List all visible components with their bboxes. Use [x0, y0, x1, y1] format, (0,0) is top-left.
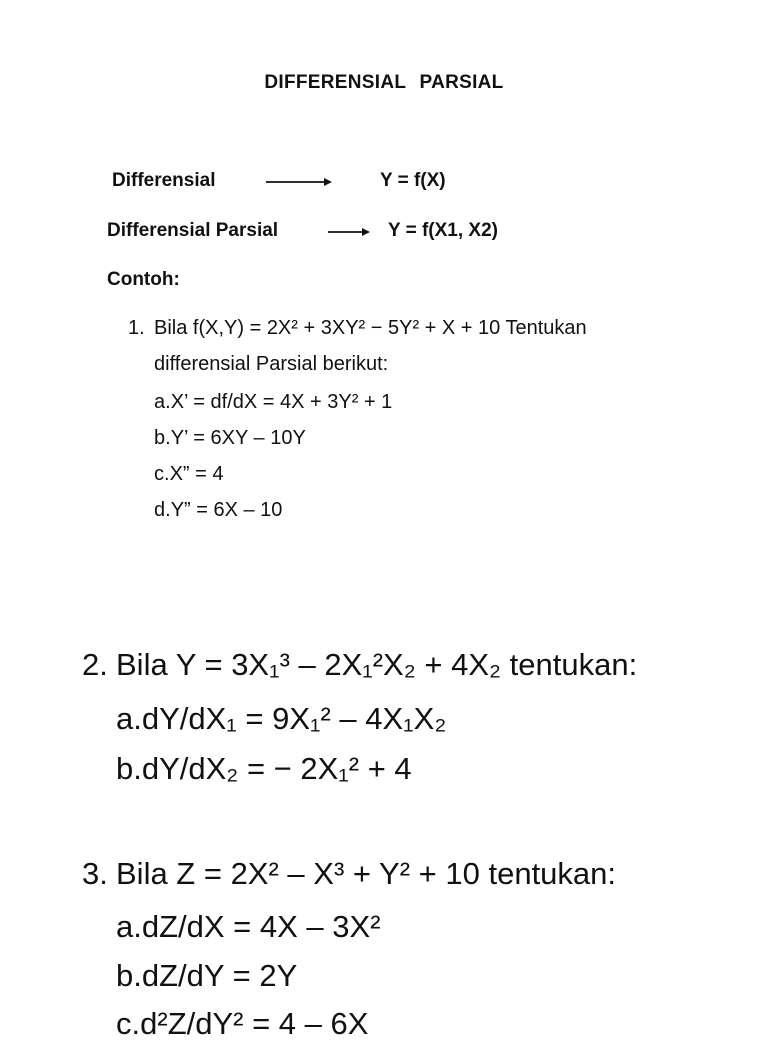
example-1-number: 1.: [128, 317, 145, 339]
definition-formula-differensial-parsial: Y = f(X1, X2): [388, 220, 499, 241]
example-2-statement: Bila Y = 3X₁³ – 2X₁²X₂ + 4X₂ tentukan:: [116, 647, 638, 682]
example-3-statement: Bila Z = 2X² – X³ + Y² + 10 tentukan:: [116, 856, 617, 891]
example-2-item-a: a.dY/dX₁ = 9X₁² – 4X₁X₂: [116, 701, 447, 736]
example-2-statement-line: 2. Bila Y = 3X₁³ – 2X₁²X₂ + 4X₂ tentukan:: [82, 647, 638, 682]
example-2-item-b: b.dY/dX₂ = − 2X₁² + 4: [116, 751, 412, 786]
example-1-item-c: c.X” = 4: [154, 463, 224, 485]
definition-label-differensial-parsial: Differensial Parsial: [107, 220, 279, 241]
example-1-statement: Bila f(X,Y) = 2X² + 3XY² − 5Y² + X + 10 Tentukan: [154, 317, 587, 339]
example-3-item-b: b.dZ/dY = 2Y: [116, 958, 298, 993]
example-3-item-c: c.d²Z/dY² = 4 – 6X: [116, 1006, 369, 1041]
example-3-statement-line: 3. Bila Z = 2X² – X³ + Y² + 10 tentukan:: [82, 856, 617, 891]
definition-formula-differensial: Y = f(X): [380, 170, 446, 191]
definition-label-differensial: Differensial: [112, 170, 216, 191]
example-1-item-a: a.X’ = df/dX = 4X + 3Y² + 1: [154, 391, 393, 413]
long-arrow-right-icon: [266, 176, 332, 188]
example-1-line-1: [128, 317, 587, 340]
short-arrow-right-icon: [328, 226, 370, 238]
example-1-item-b: b.Y’ = 6XY – 10Y: [154, 427, 306, 449]
example-3-item-a: a.dZ/dX = 4X – 3X²: [116, 909, 381, 944]
contoh-label: Contoh:: [107, 269, 180, 290]
example-1-item-d: d.Y” = 6X – 10: [154, 499, 283, 521]
page-title: DIFFERENSIAL PARSIAL: [264, 72, 504, 93]
example-1-line-2: differensial Parsial berikut:: [154, 353, 389, 375]
